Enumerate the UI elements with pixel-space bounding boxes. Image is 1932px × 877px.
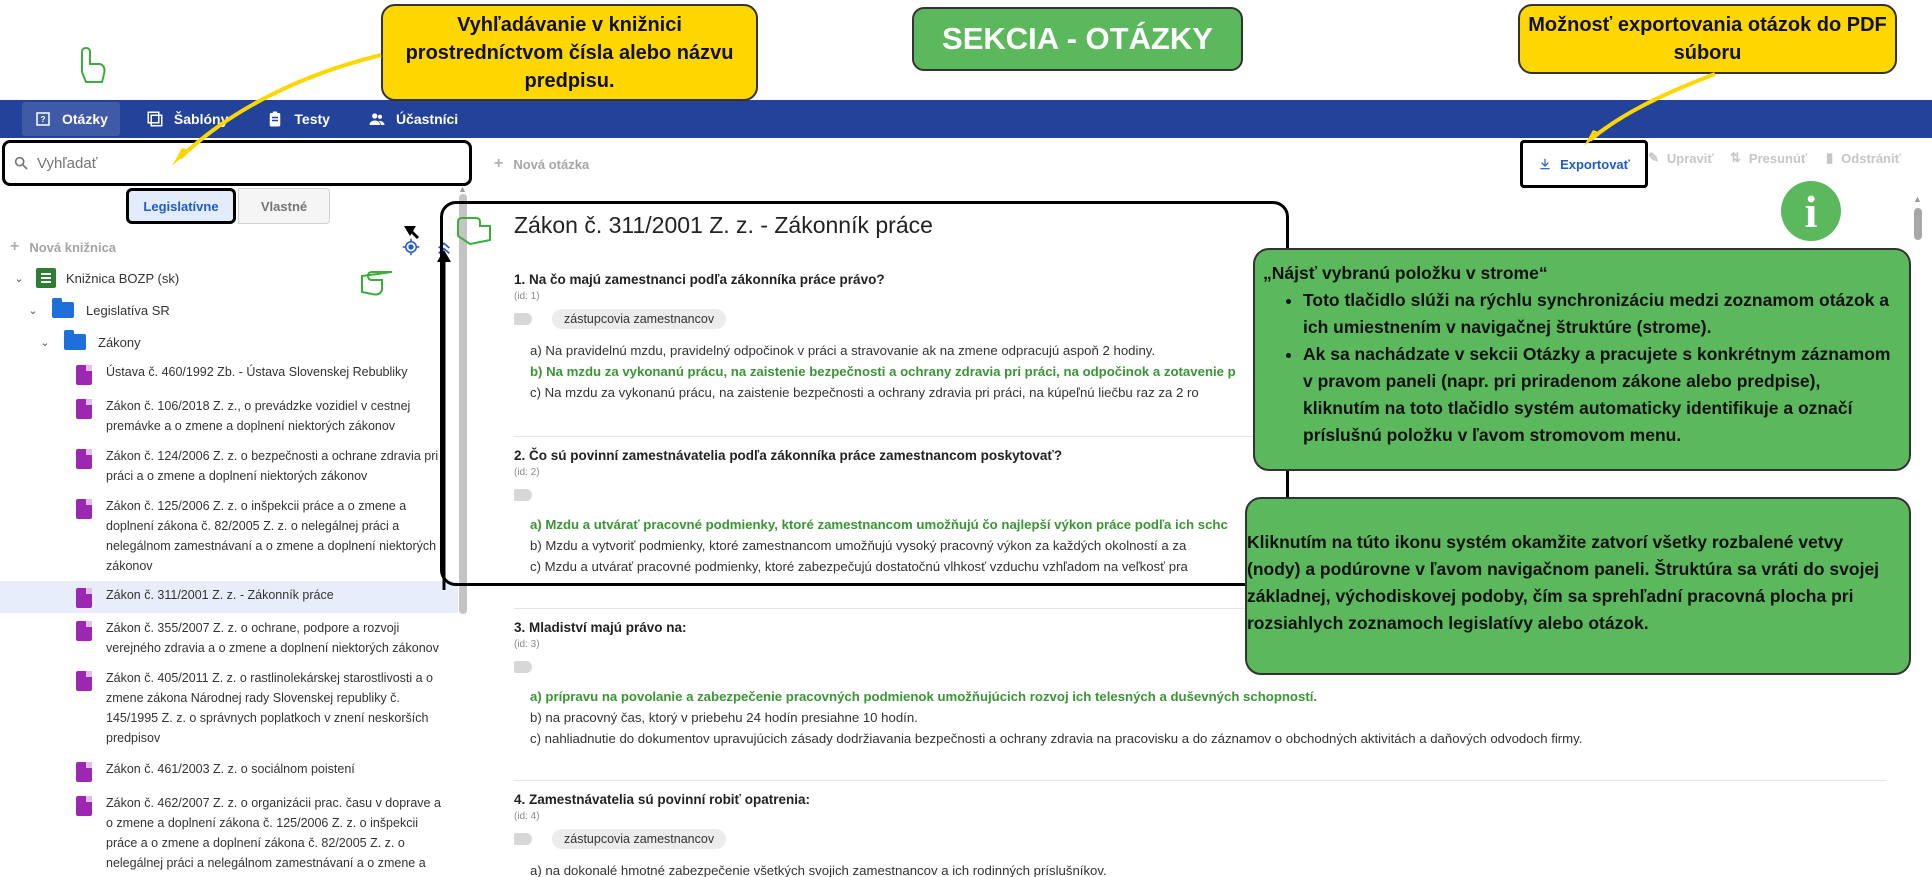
question-id: (id: 4) (514, 811, 540, 822)
clipboard-icon (266, 110, 284, 128)
scrollbar-thumb[interactable] (1914, 208, 1922, 240)
answers-list (514, 686, 1886, 749)
content-toolbar (486, 146, 1926, 182)
question-title: 3. Mladiství majú právo na: (514, 620, 687, 635)
search-callout: Vyhľadávanie v knižnici prostredníctvom čísla alebo názvu predpisu. (381, 4, 758, 101)
chevron-down-icon[interactable]: ⌄ (40, 336, 50, 349)
tag-icon (514, 833, 532, 845)
chevron-down-icon[interactable]: ⌄ (14, 272, 24, 285)
delete-button[interactable] (1826, 150, 1901, 166)
search-icon (13, 155, 29, 171)
question-tags (514, 828, 1886, 850)
tree-node-label: Zákon č. 462/2007 Z. z. o organizácii prac. času v doprave a o zmene a doplnení zákona č. 125/2006 Z. z. o inšpekcii práce a o zmene a doplnení zákona č. 82/2005 Z. z. o nelegálnej práci a nelegálnom zamestnávaní a o zmene a (106, 796, 441, 870)
trash-icon: ▮ (1826, 150, 1834, 165)
search-box[interactable] (2, 140, 472, 186)
document-icon (76, 499, 92, 519)
library-icon (36, 268, 56, 288)
question-item[interactable] (514, 792, 1886, 877)
move-button[interactable] (1730, 150, 1807, 166)
document-icon (76, 796, 92, 816)
download-icon (1538, 157, 1552, 171)
nav-item-templates[interactable] (134, 100, 240, 138)
export-button[interactable] (1520, 140, 1648, 188)
info-icon: i (1781, 181, 1841, 241)
answer-item-correct: b) Na mzdu za vykonanú prácu, na zaistenie bezpečnosti a ochrany zdravia pri práci, na odpočinok a zotavenie p (530, 364, 1236, 379)
collapse-button-explanation (1245, 497, 1911, 675)
move-label: Presunúť (1748, 150, 1808, 166)
new-question-button[interactable] (494, 155, 589, 173)
export-callout: Možnosť exportovania otázok do PDF súboru (1518, 4, 1897, 74)
tree-node-law[interactable] (0, 665, 458, 755)
tree-node-law-selected[interactable] (0, 581, 458, 613)
highlight-frame (440, 201, 1289, 586)
document-icon (76, 588, 92, 608)
tree-node-label: Zákon č. 125/2006 Z. z. o inšpekcii práce a o zmene a doplnení zákona č. 82/2005 Z. z. o nelegálnej práci a nelegálnom zamestnávaní a o zmene a doplnení niektorých zákonov (106, 499, 437, 573)
left-navigation-panel (0, 138, 470, 877)
tag-icon (514, 661, 532, 673)
document-icon (76, 365, 92, 385)
question-title: 1. Na čo majú zamestnanci podľa zákonníka práce právo? (514, 272, 885, 287)
plus-icon: + (494, 155, 504, 172)
tree-node-law[interactable] (0, 493, 458, 581)
question-title: 4. Zamestnávatelia sú povinní robiť opatrenia: (514, 792, 811, 807)
new-library-label: Nová knižnica (29, 239, 117, 255)
tag-chip[interactable]: zástupcovia zamestnancov (552, 829, 726, 849)
nav-item-label: Testy (294, 111, 330, 127)
tree-node-law[interactable] (0, 443, 458, 493)
scroll-up-arrow-icon[interactable]: ▲ (458, 184, 467, 194)
section-title-badge: SEKCIA - OTÁZKY (912, 7, 1243, 71)
new-question-label: Nová otázka (513, 156, 590, 172)
tree-node-label: Zákon č. 106/2018 Z. z., o prevádzke vozidiel v cestnej premávke a o zmene a doplnení niektorých zákonov (106, 399, 411, 433)
sync-bullet: • Toto tlačidlo slúži na rýchlu synchronizáciu medzi zoznamom otázok a ich umiestnením v navigačnej štruktúre (strome). (1303, 287, 1899, 341)
toggle-own[interactable]: Vlastné (238, 188, 330, 224)
scroll-up-arrow-icon[interactable]: ▲ (1913, 194, 1922, 204)
pencil-icon: ✎ (1648, 150, 1659, 165)
nav-item-tests[interactable] (254, 100, 342, 138)
folder-icon (52, 302, 74, 318)
edit-button[interactable] (1648, 150, 1714, 166)
locate-selected-item-icon[interactable] (402, 238, 420, 256)
tree-node-law[interactable] (0, 755, 458, 790)
delete-label: Odstrániť (1841, 150, 1901, 166)
answer-item: c) Mzdu a utvárať pracovné podmienky, ktoré zabezpečujú dostatočnú vlhkosť vzduchu vzhľadom na veľkosť pra (530, 559, 1188, 574)
question-id: (id: 1) (514, 291, 540, 302)
question-box-icon (34, 110, 52, 128)
tree-node-label: Zákon č. 311/2001 Z. z. - Zákonník práce (106, 588, 334, 602)
folder-icon (64, 334, 86, 350)
toggle-legislative[interactable]: Legislatívne (126, 188, 236, 224)
answer-item: a) na dokonalé hmotné zabezpečenie všetkých svojich zamestnancov a ich rodinných príslušníkov. (530, 863, 1107, 877)
tree-node-label: Zákon č. 355/2007 Z. z. o ochrane, podpore a rozvoji verejného zdravia a o zmene a doplnení niektorých zákonov (106, 621, 439, 655)
nav-item-label: Otázky (62, 111, 108, 127)
answer-item-correct: a) prípravu na povolanie a zabezpečenie pracovných podmienok umožňujúcich rozvoj ich telesných a duševných schopností. (530, 689, 1318, 704)
sync-bullet-list (1303, 287, 1899, 449)
tree-node-folder[interactable] (0, 326, 458, 358)
right-scrollbar[interactable] (1914, 196, 1922, 876)
question-id: (id: 3) (514, 639, 540, 650)
chevron-down-icon[interactable]: ⌄ (28, 304, 38, 317)
plus-icon: + (10, 238, 20, 255)
tree-node-law[interactable] (0, 393, 458, 443)
tree-node-label: Zákon č. 461/2003 Z. z. o sociálnom poistení (106, 762, 355, 776)
pointing-hand-icon (450, 206, 498, 254)
tree-node-law[interactable] (0, 613, 458, 665)
answer-item: b) Mzdu a vytvoriť podmienky, ktoré zamestnancom umožňujú vysoký pracovný výkon za každých okolností a za (530, 538, 1187, 553)
collapse-text: Kliknutím na túto ikonu systém okamžite zatvorí všetky rozbalené vetvy (nody) a podúrovne v ľavom navigačnom paneli. Štruktúra sa vráti do svojej základnej, východiskovej podoby, čím sa sprehľadní pracovná plocha pri rozsiahlych zoznamoch legislatívy alebo otázok. (1247, 532, 1880, 633)
tree-node-label: Zákon č. 124/2006 Z. z. o bezpečnosti a ochrane zdravia pri práci a o zmene a doplnení niektorých zákonov (106, 449, 439, 483)
search-input[interactable] (37, 155, 437, 172)
tree-node-label: Zákony (98, 334, 141, 350)
pointing-hand-icon (66, 42, 114, 90)
answer-item: a) Na pravidelnú mzdu, pravidelný odpočinok v práci a stravovanie ak na zmene odpracujú aspoň 2 hodiny. (530, 343, 1156, 358)
document-icon (76, 621, 92, 641)
export-label: Exportovať (1560, 156, 1630, 172)
library-tree (0, 262, 458, 873)
answer-item-correct: a) Mzdu a utvárať pracovné podmienky, ktoré zamestnancom umožňujú čo najlepší výkon práce podľa ich schc (530, 517, 1228, 532)
law-title: Zákon č. 311/2001 Z. z. - Zákonník práce (514, 212, 933, 238)
answer-item: c) nahliadnutie do dokumentov upravujúcich zásady dodržiavania bezpečnosti a ochrany zdravia na pracovisku a do záznamov o obchodných aktivitách a daňových odvodoch firmy. (530, 731, 1583, 746)
nav-item-questions[interactable] (22, 102, 120, 136)
nav-item-participants[interactable] (356, 100, 470, 138)
document-icon (76, 762, 92, 782)
document-icon (76, 671, 92, 691)
answer-item: c) Na mzdu za vykonanú prácu, na zaistenie bezpečnosti a ochrany zdravia pri práci, na kúpeľnú liečbu raz za 2 ro (530, 385, 1199, 400)
tree-node-law[interactable] (0, 790, 458, 873)
sync-bullet: • Ak sa nachádzate v sekcii Otázky a pracujete s konkrétnym záznamom v pravom paneli (napr. pri priradenom zákone alebo predpise), kliknutím na toto tlačidlo systém automaticky identifikuje a označí príslušnú položku v ľavom stromovom menu. (1303, 341, 1899, 449)
new-library-button[interactable] (10, 238, 116, 256)
sync-heading: „Nájsť vybranú položku v strome“ (1263, 263, 1548, 283)
answers-list (514, 860, 1886, 877)
tag-chip[interactable]: zástupcovia zamestnancov (552, 309, 726, 329)
question-title: 2. Čo sú povinní zamestnávatelia podľa zákonníka práce zamestnancom poskytovať? (514, 448, 1063, 463)
document-icon (76, 399, 92, 419)
sync-button-explanation (1253, 248, 1911, 471)
divider (514, 780, 1886, 781)
answer-item: b) na pracovný čas, ktorý v priebehu 24 hodín presiahne 10 hodín. (530, 710, 918, 725)
tree-node-label: Ústava č. 460/1992 Zb. - Ústava Slovenskej Rebubliky (106, 365, 408, 379)
top-navigation-bar (0, 100, 1932, 138)
pointing-hand-icon (352, 252, 400, 300)
swap-vertical-icon: ⇅ (1730, 150, 1741, 165)
template-icon (146, 110, 164, 128)
document-icon (76, 449, 92, 469)
nav-item-label: Šablóny (173, 111, 229, 127)
people-icon (368, 110, 386, 128)
svg-text:?: ? (40, 115, 46, 124)
tree-node-label: Zákon č. 405/2011 Z. z. o rastlinolekárskej starostlivosti a o zmene zákona Národnej rady Slovenskej republiky č. 145/1995 Z. z. o správnych poplatkoch v znení neskorších predpisov (106, 671, 434, 745)
nav-item-label: Účastníci (395, 111, 459, 127)
library-type-toggle (126, 188, 330, 224)
question-id: (id: 2) (514, 467, 540, 478)
tree-node-label: Knižnica BOZP (sk) (66, 270, 180, 286)
edit-label: Upraviť (1666, 150, 1714, 166)
tree-node-label: Legislatíva SR (86, 302, 170, 318)
tree-node-law[interactable] (0, 358, 458, 393)
